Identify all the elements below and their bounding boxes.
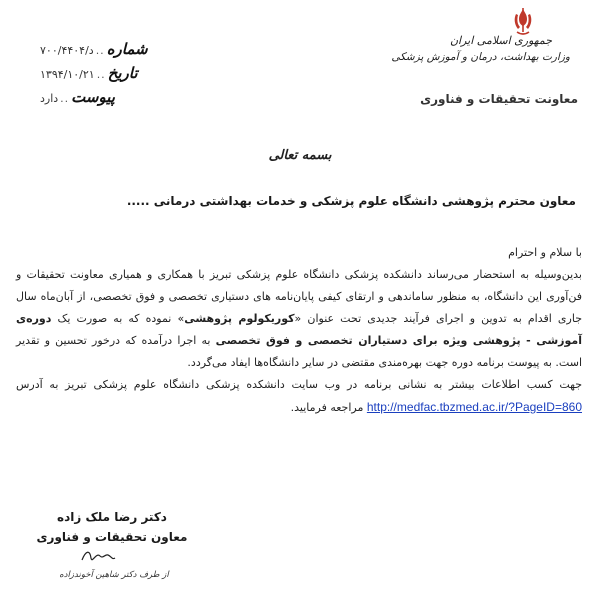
p2-a: جهت کسب اطلاعات بیشتر به نشانی برنامه در وب سایت دانشکده پزشکی دانشگاه علوم پزشکی تبریز به آدرس bbox=[16, 378, 582, 391]
letter-date bbox=[40, 64, 138, 82]
letter-number bbox=[40, 40, 148, 58]
letter-body bbox=[16, 242, 582, 419]
p1-e: به اجرا درآمده که درخور تحسین و تقدیر است. به پیوست برنامه دوره جهت بهره‌مندی مقتضی در سایر دانشگاه‌ها ایفاد می‌گردد. bbox=[16, 334, 582, 369]
p1-d: دوره‌ی آموزشی - پژوهشی ویژه برای دستیاران تخصصی و فوق تخصصی bbox=[16, 312, 582, 347]
office-name: معاونت تحقیقات و فناوری bbox=[420, 92, 578, 106]
letter-date-label: تاریخ bbox=[107, 64, 138, 82]
letter-number-label: شماره bbox=[106, 40, 148, 58]
p1-a: بدین‌وسیله به استحضار می‌رساند دانشکده پزشکی دانشگاه علوم پزشکی تبریز با همکاری و همیاری معاونت تحقیقات و فن‌آوری این دانشگاه، به منظور ساماندهی و ارتقای کیفی پایان‌نامه های دستیاری تخصصی و فوق تخصصی، از آبان‌ماه سال جاری اقدام به تدوین و اجرای فرآیند جدیدی تحت عنوان « bbox=[16, 268, 583, 325]
letter-attachment bbox=[40, 88, 115, 106]
letter-date-value: ۱۳۹۴/۱۰/۲۱ bbox=[40, 68, 95, 81]
signer-name: دکتر رضا ملک زاده bbox=[57, 510, 167, 524]
greeting: با سلام و احترام bbox=[508, 246, 582, 259]
ministry-name: وزارت بهداشت، درمان و آموزش پزشکی bbox=[391, 51, 570, 63]
dots: .. bbox=[60, 92, 70, 105]
paragraph-1 bbox=[16, 264, 582, 374]
dots: .. bbox=[96, 68, 106, 81]
p1-b: کوریکولوم پژوهشی bbox=[184, 312, 295, 325]
program-link[interactable]: http://medfac.tbzmed.ac.ir/?PageID=860 bbox=[366, 400, 582, 414]
salutation: معاون محترم پژوهشی دانشگاه علوم پزشکی و خدمات بهداشتی درمانی ..... bbox=[126, 194, 576, 208]
signature-mark-icon bbox=[78, 546, 118, 566]
p2-b: مراجعه فرمایید. bbox=[290, 401, 367, 414]
signer-title: معاون تحقیقات و فناوری bbox=[36, 530, 188, 544]
p1-c: » نموده که به صورت یک bbox=[51, 312, 185, 325]
paragraph-2 bbox=[16, 374, 582, 419]
basmala: بسمه تعالی bbox=[268, 148, 332, 163]
letter-number-value: ۷۰۰/د/۴۴۰۴ bbox=[40, 44, 94, 57]
letter-attachment-value: دارد bbox=[40, 92, 59, 105]
letter-attachment-label: پیوست bbox=[71, 88, 115, 106]
ministry-country: جمهوری اسلامی ایران bbox=[449, 34, 552, 47]
dots: .. bbox=[95, 44, 105, 57]
on-behalf-note: از طرف دکتر شاهین آخوندزاده bbox=[59, 570, 169, 580]
